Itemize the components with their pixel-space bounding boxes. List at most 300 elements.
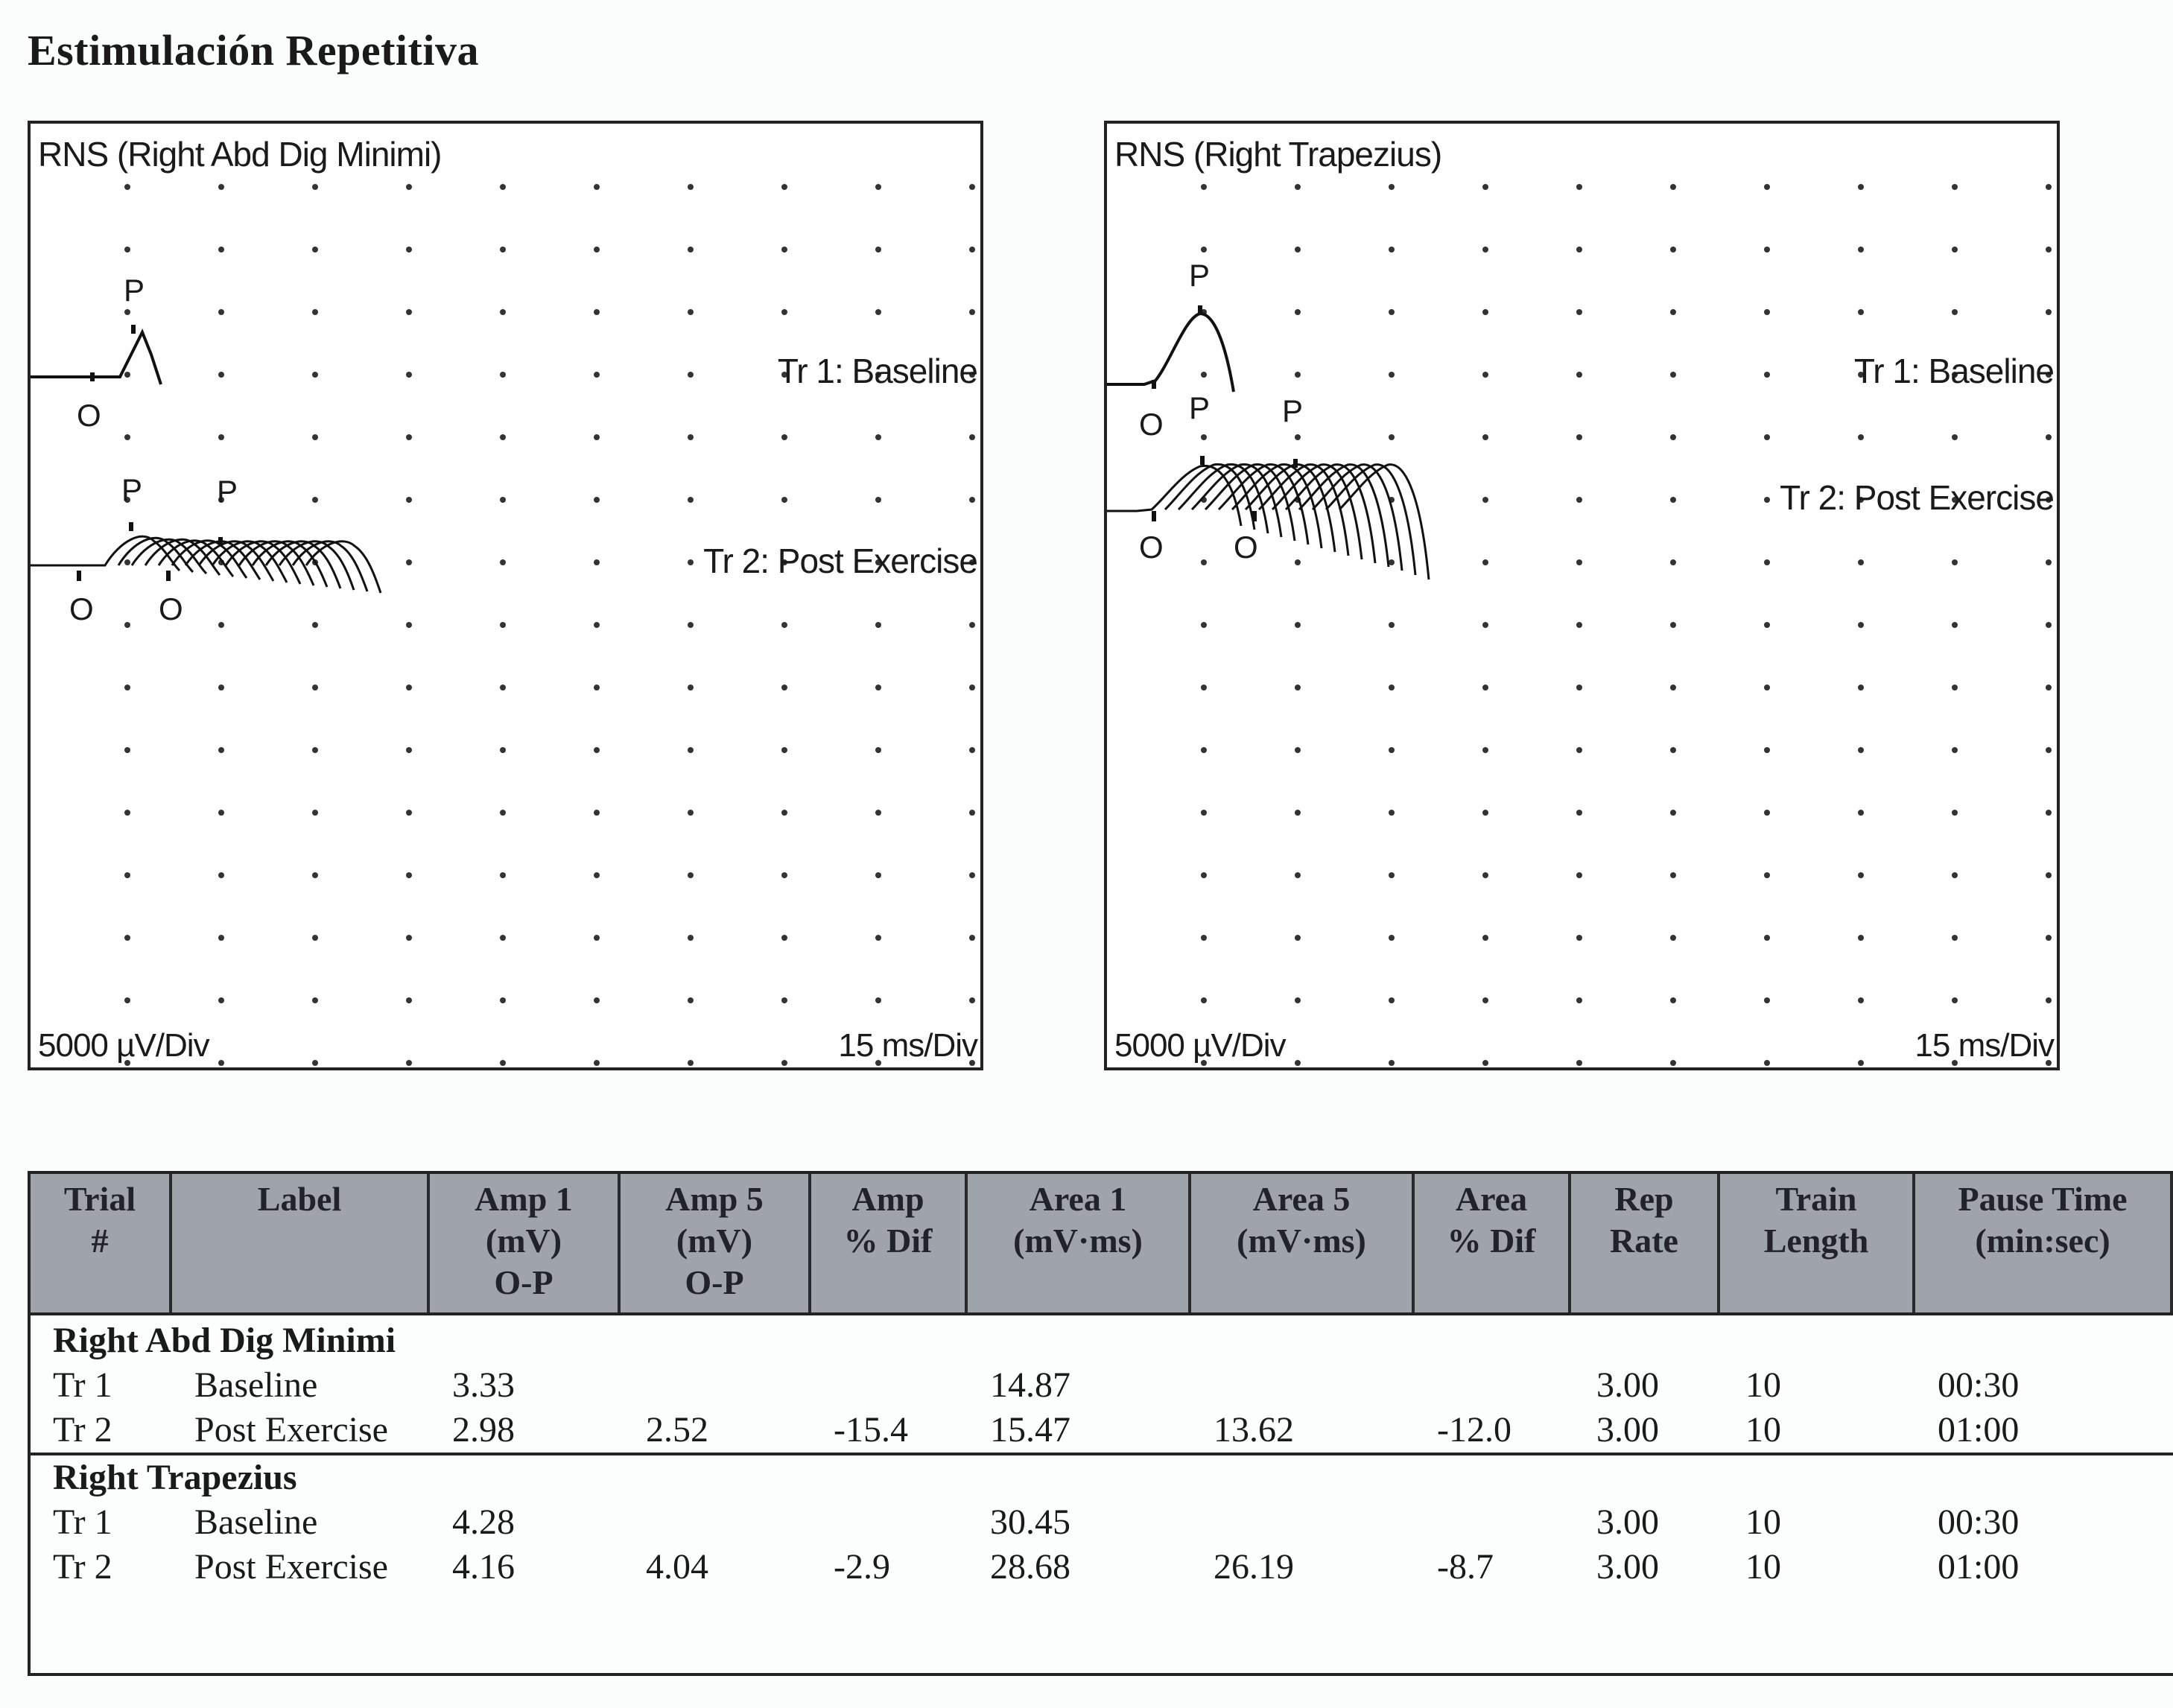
grid-dot bbox=[1389, 247, 1395, 253]
grid-dot bbox=[312, 497, 318, 503]
grid-dot bbox=[124, 935, 130, 941]
grid-dot bbox=[406, 559, 412, 565]
grid-dot bbox=[312, 810, 318, 816]
header-area1: Area 1 (mV·ms) bbox=[968, 1174, 1191, 1312]
grid-dot bbox=[124, 747, 130, 753]
grid-dot bbox=[2046, 685, 2052, 690]
grid-dot bbox=[1952, 622, 1958, 628]
cell-rep-rate: 3.00 bbox=[1596, 1365, 1659, 1405]
grid-dot bbox=[1295, 309, 1301, 315]
grid-dot bbox=[688, 497, 694, 503]
grid-dot bbox=[406, 434, 412, 440]
grid-dot bbox=[1201, 997, 1207, 1003]
grid-dot bbox=[1295, 1060, 1301, 1066]
grid-dot bbox=[2046, 747, 2052, 753]
cell-train-length: 10 bbox=[1745, 1365, 1781, 1405]
grid-dot bbox=[1482, 747, 1488, 753]
grid-dot bbox=[312, 997, 318, 1003]
grid-dot bbox=[688, 184, 694, 190]
grid-dot bbox=[312, 434, 318, 440]
grid-dot bbox=[1576, 497, 1582, 503]
peak-marker: P bbox=[1189, 258, 1211, 293]
grid-dot bbox=[1295, 247, 1301, 253]
cell-amp5: 2.52 bbox=[646, 1410, 708, 1450]
grid-dot bbox=[406, 309, 412, 315]
grid-dot bbox=[500, 935, 506, 941]
grid-dot bbox=[1764, 685, 1770, 690]
grid-dot bbox=[1858, 434, 1864, 440]
grid-dot bbox=[781, 184, 787, 190]
onset-marker: O bbox=[159, 591, 183, 626]
grid-dot bbox=[688, 810, 694, 816]
grid-dot bbox=[781, 810, 787, 816]
grid-dot bbox=[875, 622, 881, 628]
grid-dot bbox=[1670, 747, 1676, 753]
grid-dot bbox=[1576, 247, 1582, 253]
grid-dot bbox=[1201, 935, 1207, 941]
grid-dot bbox=[1952, 747, 1958, 753]
cell-train-length: 10 bbox=[1745, 1547, 1781, 1587]
grid-dot bbox=[1952, 184, 1958, 190]
onset-marker: O bbox=[1234, 530, 1258, 565]
grid-dot bbox=[594, 872, 600, 878]
grid-dot bbox=[1482, 247, 1488, 253]
grid-dot bbox=[594, 247, 600, 253]
grid-dot bbox=[2046, 247, 2052, 253]
grid-dot bbox=[1670, 434, 1676, 440]
grid-dot bbox=[1576, 372, 1582, 378]
cell-pause: 00:30 bbox=[1938, 1502, 2020, 1542]
grid-dot bbox=[312, 935, 318, 941]
grid-dot bbox=[312, 1060, 318, 1066]
cell-label: Post Exercise bbox=[194, 1547, 388, 1587]
cell-area1: 28.68 bbox=[990, 1547, 1070, 1587]
grid-dot bbox=[1952, 434, 1958, 440]
peak-marker: P bbox=[217, 474, 238, 509]
grid-dot bbox=[688, 372, 694, 378]
cell-area1: 30.45 bbox=[990, 1502, 1070, 1542]
time-scale: 15 ms/Div bbox=[1915, 1027, 2054, 1064]
header-rep-rate: Rep Rate bbox=[1571, 1174, 1720, 1312]
cell-amp5: 4.04 bbox=[646, 1547, 708, 1587]
grid-dot bbox=[500, 309, 506, 315]
grid-dot bbox=[781, 872, 787, 878]
grid-dot bbox=[594, 309, 600, 315]
grid-dot bbox=[781, 747, 787, 753]
grid-dot bbox=[124, 997, 130, 1003]
grid-dot bbox=[969, 747, 975, 753]
grid-dot bbox=[218, 434, 224, 440]
grid-dot bbox=[218, 247, 224, 253]
group-title: Right Abd Dig Minimi bbox=[53, 1321, 396, 1360]
grid-dot bbox=[1389, 935, 1395, 941]
grid-dot bbox=[1389, 434, 1395, 440]
grid-dot bbox=[1482, 935, 1488, 941]
waveform-grid-right bbox=[1107, 124, 2057, 1067]
grid-dot bbox=[1858, 184, 1864, 190]
grid-dot bbox=[500, 247, 506, 253]
grid-dot bbox=[500, 559, 506, 565]
grid-dot bbox=[500, 997, 506, 1003]
grid-dot bbox=[1295, 184, 1301, 190]
cell-area-dif: -8.7 bbox=[1437, 1547, 1494, 1587]
grid-dot bbox=[312, 372, 318, 378]
grid-dot bbox=[124, 872, 130, 878]
grid-dot bbox=[781, 309, 787, 315]
grid-dot bbox=[312, 747, 318, 753]
grid-dot bbox=[2046, 935, 2052, 941]
grid-dot bbox=[1764, 935, 1770, 941]
grid-dot bbox=[124, 184, 130, 190]
grid-dot bbox=[2046, 309, 2052, 315]
grid-dot bbox=[875, 247, 881, 253]
grid-dot bbox=[1670, 622, 1676, 628]
grid-dot bbox=[594, 434, 600, 440]
group-divider bbox=[31, 1453, 2173, 1455]
header-amp1: Amp 1 (mV) O-P bbox=[430, 1174, 621, 1312]
grid-dot bbox=[218, 872, 224, 878]
amplitude-scale: 5000 µV/Div bbox=[38, 1027, 209, 1064]
grid-dot bbox=[312, 184, 318, 190]
grid-dot bbox=[1576, 747, 1582, 753]
grid-dot bbox=[1764, 1060, 1770, 1066]
grid-dot bbox=[1482, 184, 1488, 190]
grid-dot bbox=[218, 372, 224, 378]
grid-dot bbox=[1295, 872, 1301, 878]
grid-dot bbox=[1858, 997, 1864, 1003]
rns-results-table bbox=[28, 1171, 2173, 1676]
grid-dot bbox=[1670, 309, 1676, 315]
grid-dot bbox=[1858, 872, 1864, 878]
cell-area-dif: -12.0 bbox=[1437, 1410, 1511, 1450]
grid-dot bbox=[1764, 372, 1770, 378]
amplitude-scale: 5000 µV/Div bbox=[1114, 1027, 1286, 1064]
grid-dot bbox=[1576, 184, 1582, 190]
grid-dot bbox=[781, 935, 787, 941]
grid-dot bbox=[1952, 810, 1958, 816]
grid-dot bbox=[875, 810, 881, 816]
grid-dot bbox=[688, 685, 694, 690]
grid-dots bbox=[1201, 184, 2052, 1066]
grid-dot bbox=[1389, 622, 1395, 628]
grid-dot bbox=[875, 309, 881, 315]
grid-dot bbox=[1952, 872, 1958, 878]
grid-dot bbox=[1201, 434, 1207, 440]
grid-dot bbox=[1576, 685, 1582, 690]
grid-dot bbox=[594, 559, 600, 565]
grid-dot bbox=[218, 747, 224, 753]
grid-dot bbox=[1952, 935, 1958, 941]
grid-dot bbox=[406, 872, 412, 878]
grid-dot bbox=[124, 559, 130, 565]
grid-dot bbox=[500, 685, 506, 690]
grid-dot bbox=[218, 997, 224, 1003]
grid-dot bbox=[969, 497, 975, 503]
trace-1-waveform bbox=[1107, 314, 1234, 392]
cell-trial: Tr 1 bbox=[53, 1502, 112, 1542]
cell-rep-rate: 3.00 bbox=[1596, 1502, 1659, 1542]
onset-marker: O bbox=[69, 591, 94, 626]
grid-dot bbox=[1670, 497, 1676, 503]
grid-dot bbox=[406, 685, 412, 690]
grid-dot bbox=[406, 497, 412, 503]
grid-dot bbox=[1295, 935, 1301, 941]
grid-dot bbox=[312, 685, 318, 690]
header-amp5: Amp 5 (mV) O-P bbox=[621, 1174, 811, 1312]
grid-dot bbox=[218, 309, 224, 315]
grid-dot bbox=[1576, 1060, 1582, 1066]
grid-dot bbox=[406, 622, 412, 628]
grid-dot bbox=[688, 559, 694, 565]
header-label: Label bbox=[172, 1174, 430, 1312]
grid-dot bbox=[312, 622, 318, 628]
grid-dot bbox=[594, 184, 600, 190]
grid-dot bbox=[500, 1060, 506, 1066]
grid-dot bbox=[2046, 622, 2052, 628]
grid-dot bbox=[1952, 997, 1958, 1003]
grid-dot bbox=[1764, 247, 1770, 253]
grid-dot bbox=[1201, 559, 1207, 565]
grid-dot bbox=[594, 685, 600, 690]
table-header bbox=[31, 1174, 2173, 1315]
grid-dot bbox=[594, 1060, 600, 1066]
grid-dot bbox=[1952, 685, 1958, 690]
grid-dot bbox=[218, 685, 224, 690]
grid-dot bbox=[594, 935, 600, 941]
grid-dot bbox=[1295, 747, 1301, 753]
grid-dot bbox=[1389, 997, 1395, 1003]
grid-dot bbox=[875, 747, 881, 753]
grid-dot bbox=[688, 622, 694, 628]
grid-dot bbox=[1576, 434, 1582, 440]
panel-title: RNS (Right Trapezius) bbox=[1114, 135, 1442, 174]
grid-dot bbox=[1389, 685, 1395, 690]
grid-dots bbox=[124, 184, 975, 1066]
grid-dot bbox=[1764, 497, 1770, 503]
grid-dot bbox=[1482, 497, 1488, 503]
grid-dot bbox=[1858, 559, 1864, 565]
grid-dot bbox=[218, 622, 224, 628]
grid-dot bbox=[406, 247, 412, 253]
grid-dot bbox=[1295, 685, 1301, 690]
cell-amp-dif: -2.9 bbox=[834, 1547, 890, 1587]
grid-dot bbox=[688, 872, 694, 878]
grid-dot bbox=[1764, 810, 1770, 816]
grid-dot bbox=[2046, 184, 2052, 190]
grid-dot bbox=[969, 997, 975, 1003]
cell-label: Post Exercise bbox=[194, 1410, 388, 1450]
cell-pause: 01:00 bbox=[1938, 1410, 2020, 1450]
grid-dot bbox=[781, 622, 787, 628]
grid-dot bbox=[1764, 747, 1770, 753]
grid-dot bbox=[969, 184, 975, 190]
header-pause-time: Pause Time (min:sec) bbox=[1915, 1174, 2173, 1312]
grid-dot bbox=[218, 810, 224, 816]
trace-1-label: Tr 1: Baseline bbox=[777, 352, 977, 390]
grid-dot bbox=[1764, 622, 1770, 628]
trace-2-label: Tr 2: Post Exercise bbox=[1780, 478, 2054, 517]
grid-dot bbox=[1576, 935, 1582, 941]
grid-dot bbox=[406, 372, 412, 378]
grid-dot bbox=[312, 872, 318, 878]
grid-dot bbox=[1576, 559, 1582, 565]
grid-dot bbox=[1670, 372, 1676, 378]
grid-dot bbox=[1858, 685, 1864, 690]
grid-dot bbox=[1576, 309, 1582, 315]
peak-marker: P bbox=[1189, 390, 1211, 425]
cell-amp-dif: -15.4 bbox=[834, 1410, 908, 1450]
cell-train-length: 10 bbox=[1745, 1410, 1781, 1450]
grid-dot bbox=[969, 434, 975, 440]
grid-dot bbox=[406, 997, 412, 1003]
cell-amp1: 4.16 bbox=[452, 1547, 515, 1587]
grid-dot bbox=[124, 309, 130, 315]
cell-area1: 15.47 bbox=[990, 1410, 1070, 1450]
grid-dot bbox=[594, 810, 600, 816]
grid-dot bbox=[969, 872, 975, 878]
grid-dot bbox=[781, 685, 787, 690]
grid-dot bbox=[1201, 372, 1207, 378]
grid-dot bbox=[1482, 685, 1488, 690]
grid-dot bbox=[1482, 372, 1488, 378]
grid-dot bbox=[1295, 997, 1301, 1003]
grid-dot bbox=[594, 372, 600, 378]
trace-2-waveform bbox=[31, 536, 381, 593]
grid-dot bbox=[875, 497, 881, 503]
grid-dot bbox=[875, 434, 881, 440]
grid-dot bbox=[1858, 1060, 1864, 1066]
grid-dot bbox=[1295, 434, 1301, 440]
peak-marker: P bbox=[124, 273, 145, 308]
grid-dot bbox=[2046, 810, 2052, 816]
grid-dot bbox=[1295, 372, 1301, 378]
grid-dot bbox=[875, 685, 881, 690]
grid-dot bbox=[406, 747, 412, 753]
grid-dot bbox=[500, 747, 506, 753]
grid-dot bbox=[1764, 184, 1770, 190]
grid-dot bbox=[218, 935, 224, 941]
group-title: Right Trapezius bbox=[53, 1458, 297, 1497]
grid-dot bbox=[1670, 997, 1676, 1003]
grid-dot bbox=[500, 434, 506, 440]
cell-rep-rate: 3.00 bbox=[1596, 1547, 1659, 1587]
grid-dot bbox=[688, 309, 694, 315]
grid-dot bbox=[2046, 559, 2052, 565]
grid-dot bbox=[312, 309, 318, 315]
grid-dot bbox=[688, 747, 694, 753]
grid-dot bbox=[688, 434, 694, 440]
grid-dot bbox=[1389, 1060, 1395, 1066]
grid-dot bbox=[500, 372, 506, 378]
grid-dot bbox=[688, 935, 694, 941]
peak-marker: P bbox=[1282, 393, 1304, 428]
grid-dot bbox=[781, 497, 787, 503]
grid-dot bbox=[500, 497, 506, 503]
onset-marker: O bbox=[77, 398, 101, 433]
grid-dot bbox=[1201, 747, 1207, 753]
grid-dot bbox=[969, 685, 975, 690]
grid-dot bbox=[2046, 872, 2052, 878]
cell-amp1: 2.98 bbox=[452, 1410, 515, 1450]
header-trial: Trial # bbox=[31, 1174, 172, 1312]
grid-dot bbox=[688, 247, 694, 253]
grid-dot bbox=[781, 247, 787, 253]
grid-dot bbox=[1858, 935, 1864, 941]
grid-dot bbox=[1858, 747, 1864, 753]
grid-dot bbox=[1670, 184, 1676, 190]
grid-dot bbox=[875, 997, 881, 1003]
grid-dot bbox=[969, 309, 975, 315]
cell-trial: Tr 2 bbox=[53, 1547, 112, 1587]
cell-label: Baseline bbox=[194, 1502, 318, 1542]
grid-dot bbox=[1482, 997, 1488, 1003]
cell-amp1: 3.33 bbox=[452, 1365, 515, 1405]
grid-dot bbox=[1576, 810, 1582, 816]
grid-dot bbox=[312, 247, 318, 253]
cell-area1: 14.87 bbox=[990, 1365, 1070, 1405]
grid-dot bbox=[1482, 810, 1488, 816]
cell-area5: 26.19 bbox=[1214, 1547, 1294, 1587]
grid-dot bbox=[1576, 997, 1582, 1003]
waveform-panel-abd-dig-minimi bbox=[28, 121, 983, 1070]
header-area5: Area 5 (mV·ms) bbox=[1191, 1174, 1415, 1312]
grid-dot bbox=[1389, 309, 1395, 315]
grid-dot bbox=[1670, 685, 1676, 690]
grid-dot bbox=[1670, 559, 1676, 565]
grid-dot bbox=[1670, 1060, 1676, 1066]
onset-marker: O bbox=[1139, 530, 1164, 565]
cell-rep-rate: 3.00 bbox=[1596, 1410, 1659, 1450]
grid-dot bbox=[124, 372, 130, 378]
cell-area5: 13.62 bbox=[1214, 1410, 1294, 1450]
grid-dot bbox=[124, 247, 130, 253]
grid-dot bbox=[594, 747, 600, 753]
grid-dot bbox=[500, 184, 506, 190]
grid-dot bbox=[1952, 247, 1958, 253]
grid-dot bbox=[1670, 935, 1676, 941]
grid-dot bbox=[1858, 247, 1864, 253]
grid-dot bbox=[218, 184, 224, 190]
cell-pause: 00:30 bbox=[1938, 1365, 2020, 1405]
grid-dot bbox=[406, 184, 412, 190]
grid-dot bbox=[1201, 685, 1207, 690]
grid-dot bbox=[781, 434, 787, 440]
grid-dot bbox=[1670, 247, 1676, 253]
grid-dot bbox=[969, 810, 975, 816]
grid-dot bbox=[1201, 247, 1207, 253]
header-area-dif: Area % Dif bbox=[1415, 1174, 1571, 1312]
grid-dot bbox=[500, 810, 506, 816]
grid-dot bbox=[1482, 872, 1488, 878]
grid-dot bbox=[1764, 309, 1770, 315]
grid-dot bbox=[1482, 434, 1488, 440]
grid-dot bbox=[1858, 309, 1864, 315]
grid-dot bbox=[1764, 997, 1770, 1003]
grid-dot bbox=[1201, 184, 1207, 190]
grid-dot bbox=[1295, 559, 1301, 565]
time-scale: 15 ms/Div bbox=[838, 1027, 977, 1064]
grid-dot bbox=[1201, 872, 1207, 878]
grid-dot bbox=[594, 997, 600, 1003]
grid-dot bbox=[1389, 559, 1395, 565]
grid-dot bbox=[969, 935, 975, 941]
grid-dot bbox=[1389, 747, 1395, 753]
header-amp-dif: Amp % Dif bbox=[811, 1174, 968, 1312]
grid-dot bbox=[124, 622, 130, 628]
grid-dot bbox=[1389, 372, 1395, 378]
cell-label: Baseline bbox=[194, 1365, 318, 1405]
grid-dot bbox=[875, 935, 881, 941]
